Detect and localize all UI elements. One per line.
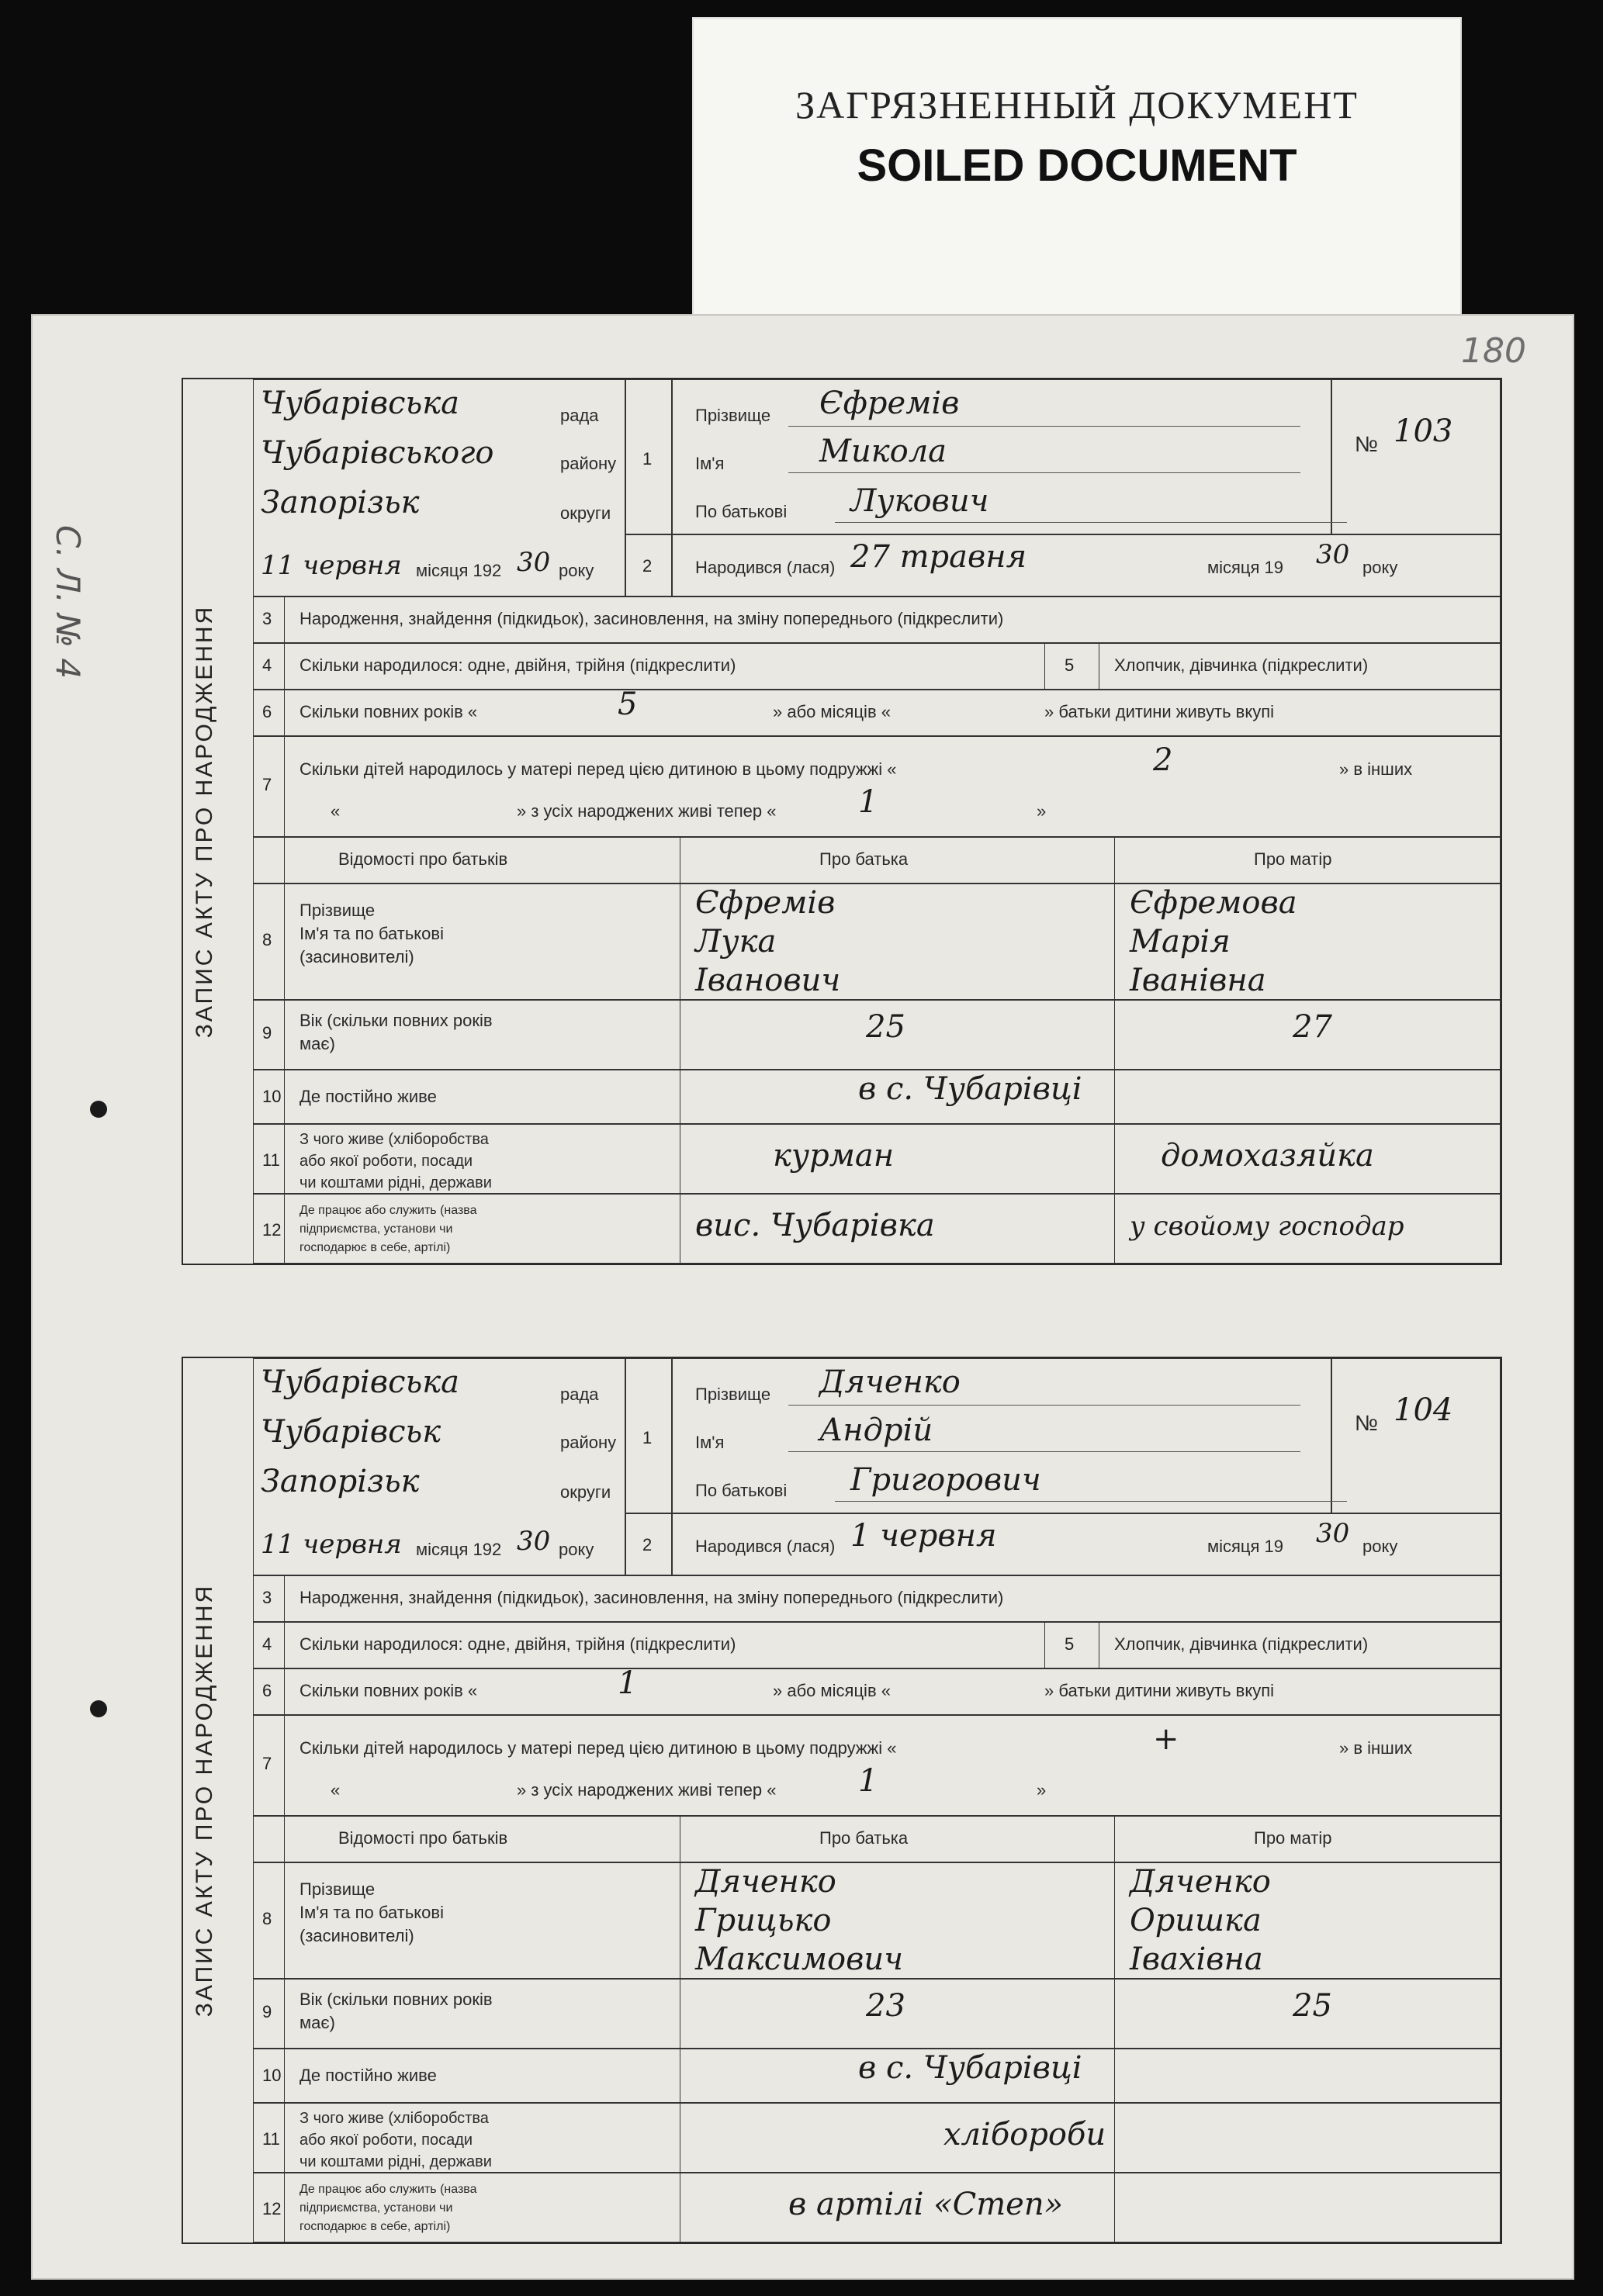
fill-line (788, 1405, 1300, 1406)
month-year-label: місяця 192 (416, 1540, 502, 1559)
row-number: 10 (262, 2066, 282, 2085)
row5-label: Хлопчик, дівчинка (підкреслити) (1114, 655, 1369, 675)
punch-hole-icon (90, 1101, 107, 1118)
row-number: 12 (262, 2199, 282, 2218)
row12-label: Де працює або служить (назва підприємства, установи чи господарює в себе, артілі) (299, 1204, 477, 1254)
row9-label: Вік (скільки повних років має) (299, 1990, 493, 2032)
row-number: 9 (262, 1023, 272, 1043)
occupation: хлібороби (943, 2117, 1106, 2152)
year-label: року (559, 1540, 594, 1559)
name-label: Ім'я (695, 1433, 725, 1452)
children-alive: 1 (858, 1763, 878, 1799)
born-month-label: місяця 19 (1207, 1537, 1284, 1556)
row10-label: Де постійно живе (299, 1087, 437, 1106)
row-number: 2 (642, 556, 653, 576)
mother-age: 27 (1293, 1009, 1332, 1045)
col-mother-header: Про матір (1254, 1828, 1332, 1848)
name-label: Ім'я (695, 454, 725, 473)
okrug-value: Запорізьк (261, 485, 420, 520)
row7d-label: » з усіх народжених живі тепер « (517, 1780, 777, 1800)
father-name: Дяченко Грицько Максимович (695, 1864, 904, 1977)
row10-label: Де постійно живе (299, 2066, 437, 2085)
row-number: 10 (262, 1087, 282, 1106)
row7b-label: » в інших (1339, 759, 1413, 779)
mother-age: 25 (1293, 1988, 1332, 2024)
surname-value: Єфремів (819, 386, 960, 421)
row-number: 8 (262, 1909, 272, 1928)
sheet-number: 180 (1461, 331, 1526, 371)
row6b-label: » або місяців « (773, 702, 891, 721)
mother-work: у свойому господар (1130, 1211, 1404, 1242)
row-number: 9 (262, 2002, 272, 2021)
birth-day-month: 1 червня (850, 1518, 997, 1554)
row-number: 7 (262, 775, 272, 794)
rada-label: рада (560, 1385, 599, 1404)
col-info-header: Відомості про батьків (338, 849, 508, 869)
father-age: 23 (866, 1988, 905, 2024)
col-father-header: Про батька (819, 849, 909, 869)
col-info-header: Відомості про батьків (338, 1828, 508, 1848)
raion-label: району (560, 454, 617, 473)
row-number: 3 (262, 1588, 272, 1607)
row7c-label: « (331, 801, 341, 821)
row5-label: Хлопчик, дівчинка (підкреслити) (1114, 1634, 1369, 1654)
form-divider (1044, 643, 1045, 690)
punch-hole-icon (90, 1700, 107, 1717)
form-cell (1331, 379, 1501, 534)
fill-line (788, 426, 1300, 427)
form-divider (284, 596, 285, 1264)
row-number: 3 (262, 609, 272, 628)
children-before: + (1153, 1721, 1179, 1757)
mother-occupation: домохазяйка (1161, 1138, 1374, 1174)
row7a-label: Скільки дітей народилось у матері перед цією дитиною в цьому подружжі « (299, 1738, 897, 1758)
residence: в с. Чубарівці (858, 2050, 1082, 2086)
number-label: № (1355, 432, 1379, 456)
surname-label: Прізвище (695, 1385, 771, 1404)
surname-label: Прізвище (695, 406, 771, 425)
rada-label: рада (560, 406, 599, 425)
row11-label: З чого живе (хліборобства або якої роботи, посади чи коштами рідні, держави (299, 2110, 492, 2170)
row-number: 5 (1065, 1634, 1075, 1654)
born-year-label: року (1362, 558, 1398, 577)
birth-year: 30 (1316, 1518, 1350, 1549)
col-mother-header: Про матір (1254, 849, 1332, 869)
record-number: 104 (1394, 1392, 1453, 1428)
rada-value: Чубарівська (261, 386, 459, 421)
fill-line (835, 522, 1347, 523)
notice-russian: ЗАГРЯЗНЕННЫЙ ДОКУМЕНТ (795, 83, 1359, 126)
father-age: 25 (866, 1009, 905, 1045)
number-label: № (1355, 1411, 1379, 1435)
fill-line (788, 1451, 1300, 1452)
row11-label: З чого живе (хліборобства або якої роботи, посади чи коштами рідні, держави (299, 1131, 492, 1191)
father-name: Єфремів Лука Іванович (695, 885, 841, 998)
okrug-value: Запорізьк (261, 1464, 420, 1499)
birth-day-month: 27 травня (850, 539, 1027, 575)
form-divider (1044, 1622, 1045, 1668)
form-cell (1331, 1358, 1501, 1513)
col-father-header: Про батька (819, 1828, 909, 1848)
patronymic-value: Лукович (850, 483, 989, 519)
row3-label: Народження, знайдення (підкидьок), засиновлення, на зміну попереднього (підкреслити) (299, 609, 1004, 628)
row3-label: Народження, знайдення (підкидьок), засиновлення, на зміну попереднього (підкреслити) (299, 1588, 1004, 1607)
row8-label: Прізвище Ім'я та по батькові (засиновителі) (299, 901, 444, 966)
row7c-label: « (331, 1780, 341, 1800)
row6c-label: » батьки дитини живуть вкупі (1044, 1681, 1275, 1700)
row-number: 4 (262, 1634, 272, 1654)
name-value: Андрій (819, 1413, 933, 1448)
row-number: 7 (262, 1754, 272, 1773)
row-number: 8 (262, 930, 272, 949)
raion-value: Чубарівськ (261, 1414, 441, 1450)
raion-label: району (560, 1433, 617, 1452)
form-divider (1114, 837, 1115, 1264)
father-work: вис. Чубарівка (695, 1208, 935, 1243)
row6c-label: » батьки дитини живуть вкупі (1044, 702, 1275, 721)
okrug-label: округи (560, 1482, 611, 1502)
row-number: 12 (262, 1220, 282, 1240)
row-number: 11 (262, 2129, 280, 2149)
soiled-document-notice (692, 17, 1462, 326)
work: в артілі «Степ» (788, 2187, 1064, 2222)
born-month-label: місяця 19 (1207, 558, 1284, 577)
patronymic-label: По батькові (695, 502, 788, 521)
month-year-label: місяця 192 (416, 561, 502, 580)
birth-record-form (182, 378, 1502, 1265)
row7b-label: » в інших (1339, 1738, 1413, 1758)
form-side-title (168, 379, 242, 1264)
birth-year: 30 (1316, 539, 1350, 570)
row-number: 6 (262, 1681, 272, 1700)
row4-label: Скільки народилося: одне, двійня, трійня (підкреслити) (299, 655, 736, 675)
name-value: Микола (819, 434, 947, 469)
row6a-label: Скільки повних років « (299, 1681, 478, 1700)
archive-page (31, 314, 1574, 2280)
born-label: Народився (лася) (695, 1537, 836, 1556)
row6a-label: Скільки повних років « (299, 702, 478, 721)
row7e-label: » (1037, 801, 1047, 821)
fill-line (788, 472, 1300, 473)
residence: в с. Чубарівці (858, 1071, 1082, 1107)
registration-year: 30 (517, 1526, 551, 1557)
years-together: 5 (618, 686, 638, 722)
patronymic-label: По батькові (695, 1481, 788, 1500)
row-number: 11 (262, 1150, 280, 1170)
patronymic-value: Григорович (850, 1462, 1041, 1498)
row8-label: Прізвище Ім'я та по батькові (засиновителі) (299, 1879, 444, 1945)
row9-label: Вік (скільки повних років має) (299, 1011, 493, 1053)
row-number: 6 (262, 702, 272, 721)
form-divider (1114, 1816, 1115, 2242)
registration-year: 30 (517, 547, 551, 578)
rada-value: Чубарівська (261, 1364, 459, 1400)
okrug-label: округи (560, 503, 611, 523)
row7a-label: Скільки дітей народилось у матері перед цією дитиною в цьому подружжі « (299, 759, 897, 779)
registration-date: 11 червня (261, 550, 402, 581)
born-year-label: року (1362, 1537, 1398, 1556)
form-side-title (168, 1358, 242, 2242)
born-label: Народився (лася) (695, 558, 836, 577)
raion-value: Чубарівського (261, 435, 494, 471)
mother-name: Дяченко Оришка Івахівна (1130, 1864, 1271, 1977)
form-divider (284, 1575, 285, 2242)
birth-record-form (182, 1357, 1502, 2244)
side-title-text: ЗАПИС АКТУ ПРО НАРОДЖЕННЯ (192, 604, 217, 1039)
surname-value: Дяченко (819, 1364, 961, 1400)
notice-english: SOILED DOCUMENT (857, 140, 1297, 191)
row12-label: Де працює або служить (назва підприємства, установи чи господарює в себе, артілі) (299, 2183, 477, 2233)
years-together: 1 (618, 1665, 638, 1701)
row7d-label: » з усіх народжених живі тепер « (517, 801, 777, 821)
row-number: 1 (642, 1428, 653, 1447)
children-before: 2 (1153, 742, 1173, 778)
row6b-label: » або місяців « (773, 1681, 891, 1700)
row-number: 4 (262, 655, 272, 675)
fill-line (835, 1501, 1347, 1502)
father-occupation: курман (773, 1138, 895, 1174)
registration-date: 11 червня (261, 1529, 402, 1560)
row-number: 5 (1065, 655, 1075, 675)
margin-note: С. Л. № 4 (49, 525, 87, 679)
row-number: 1 (642, 449, 653, 469)
row7e-label: » (1037, 1780, 1047, 1800)
year-label: року (559, 561, 594, 580)
record-number: 103 (1394, 413, 1453, 449)
row-number: 2 (642, 1535, 653, 1554)
row4-label: Скільки народилося: одне, двійня, трійня (підкреслити) (299, 1634, 736, 1654)
mother-name: Єфремова Марія Іванівна (1130, 885, 1297, 998)
children-alive: 1 (858, 784, 878, 820)
side-title-text: ЗАПИС АКТУ ПРО НАРОДЖЕННЯ (192, 1583, 217, 2018)
